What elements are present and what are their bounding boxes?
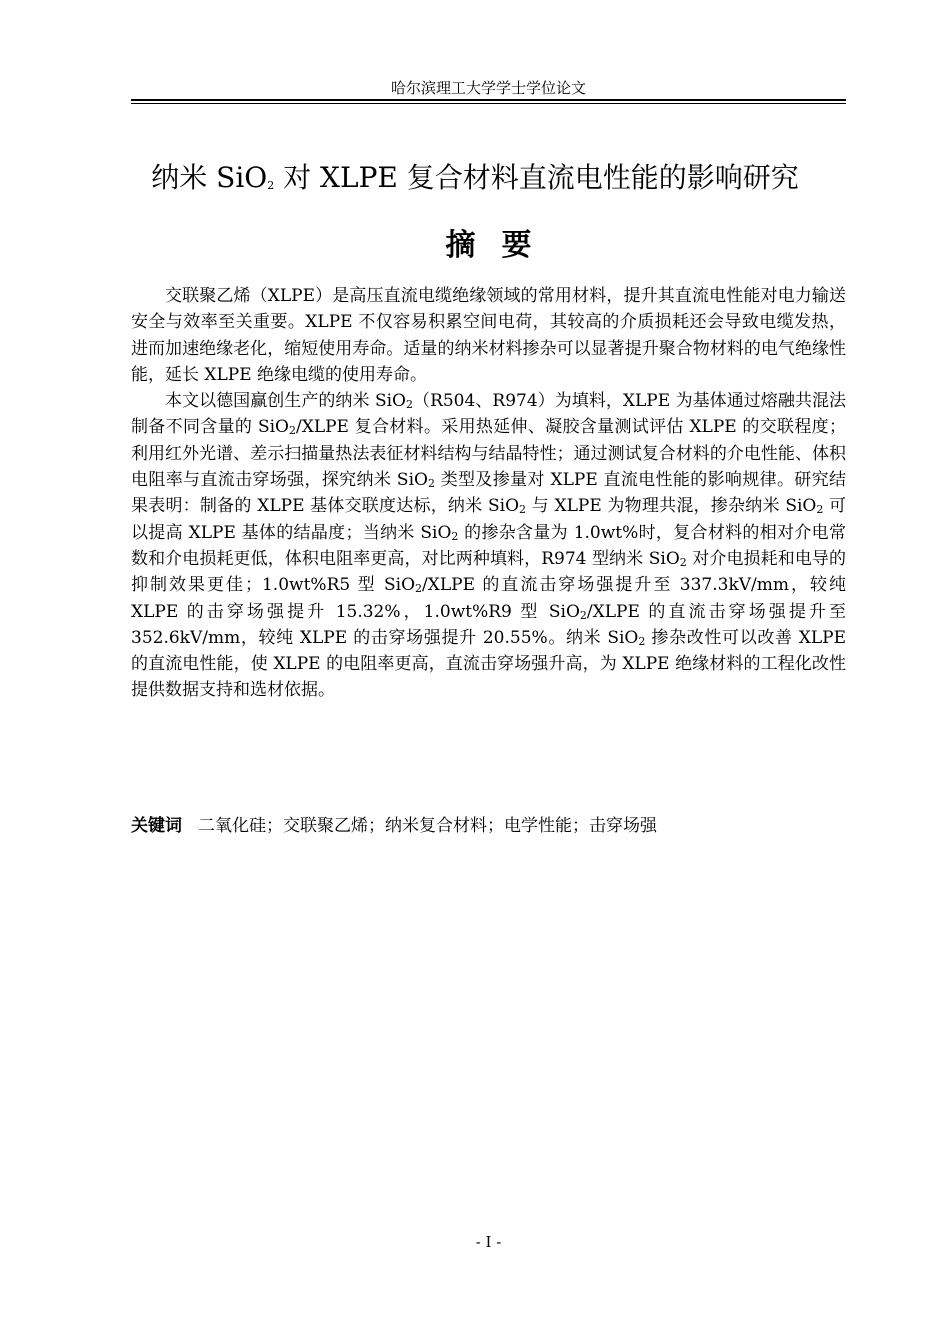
p2-seg: /XLPE 复合材料。采用热延伸、凝胶含量测试评估 XLPE 的交联程度；利用红外光谱、差示扫描量热法表征材料结构与结晶特性；通过测试复合材料的介电性能、体积电阻率与直流击穿场强，探究纳米 SiO (131, 417, 846, 491)
p2-seg: （R504、R974）为填料，XLPE 为基体通过熔融共混法制备不同含量的 SiO (131, 391, 846, 438)
p2-seg: 可以提高 XLPE 基体的结晶度；当纳米 SiO (131, 496, 846, 543)
p2-seg: /XLPE 的直流击穿场强提升至 337.3kV/mm，较纯 XLPE 的击穿场强提升 15.32%，1.0wt%R9 型 SiO (131, 575, 846, 622)
subscript: 2 (427, 477, 435, 491)
subscript: 2 (579, 608, 587, 622)
abstract-heading-char-1: 摘 (445, 228, 476, 263)
abstract-heading-char-2: 要 (501, 228, 532, 263)
subscript: 2 (679, 555, 687, 569)
subscript: 2 (519, 503, 527, 517)
p2-seg: /XLPE 的直流击穿场强提升至 352.6kV/mm，较纯 XLPE 的击穿场强提升 20.55%。纳米 SiO (131, 601, 846, 648)
p2-seg: 掺杂改性可以改善 XLPE 的直流电性能，使 XLPE 的电阻率更高，直流击穿场强升高，为 XLPE 绝缘材料的工程化改性提供数据支持和选材依据。 (131, 627, 846, 701)
keywords-text: 二氧化硅；交联聚乙烯；纳米复合材料；电学性能；击穿场强 (198, 816, 657, 836)
page-number: - I - (475, 1233, 502, 1251)
subscript: 2 (816, 503, 824, 517)
abstract-paragraph-1: 交联聚乙烯（XLPE）是高压直流电缆绝缘领域的常用材料，提升其直流电性能对电力输送安全与效率至关重要。XLPE 不仅容易积累空间电荷，其较高的介质损耗还会导致电缆发热，进而加速绝缘老化，缩短使用寿命。适量的纳米材料掺杂可以显著提升聚合物材料的电气绝缘性能，延长 XLPE 绝缘电缆的使用寿命。 (131, 286, 846, 385)
running-header: 哈尔滨理工大学学士学位论文 (390, 79, 586, 97)
abstract-body (131, 283, 846, 704)
subscript: 2 (451, 529, 459, 543)
keywords-line (131, 812, 846, 840)
header-rule-thick (131, 99, 846, 101)
title-part-1: 纳米 SiO (151, 161, 268, 194)
title-part-2: 对 XLPE 复合材料直流电性能的影响研究 (274, 161, 799, 194)
thesis-title (60, 158, 890, 198)
subscript: 2 (288, 424, 296, 438)
p2-seg: 对介电损耗和电导的抑制效果更佳；1.0wt%R5 型 SiO (131, 548, 847, 596)
subscript: 2 (415, 582, 423, 596)
subscript: 2 (405, 398, 413, 412)
p2-seg: 本文以德国赢创生产的纳米 SiO (165, 391, 406, 412)
keywords-label: 关键词 (131, 816, 182, 836)
p2-seg: 与 XLPE 为物理共混，掺杂纳米 SiO (526, 496, 817, 517)
header-rule-thin (131, 103, 846, 104)
abstract-heading (131, 224, 846, 268)
p2-seg: 类型及掺量对 XLPE 直流电性能的影响规律。研究结果表明：制备的 XLPE 基体交联度达标，纳米 SiO (131, 470, 846, 517)
abstract-paragraph-2 (131, 388, 846, 704)
p2-seg: 的掺杂含量为 1.0wt%时，复合材料的相对介电常数和介电损耗更低，体积电阻率更高，对比两种填料，R974 型纳米 SiO (131, 522, 846, 569)
title-subscript: 2 (267, 179, 275, 192)
subscript: 2 (638, 634, 646, 648)
